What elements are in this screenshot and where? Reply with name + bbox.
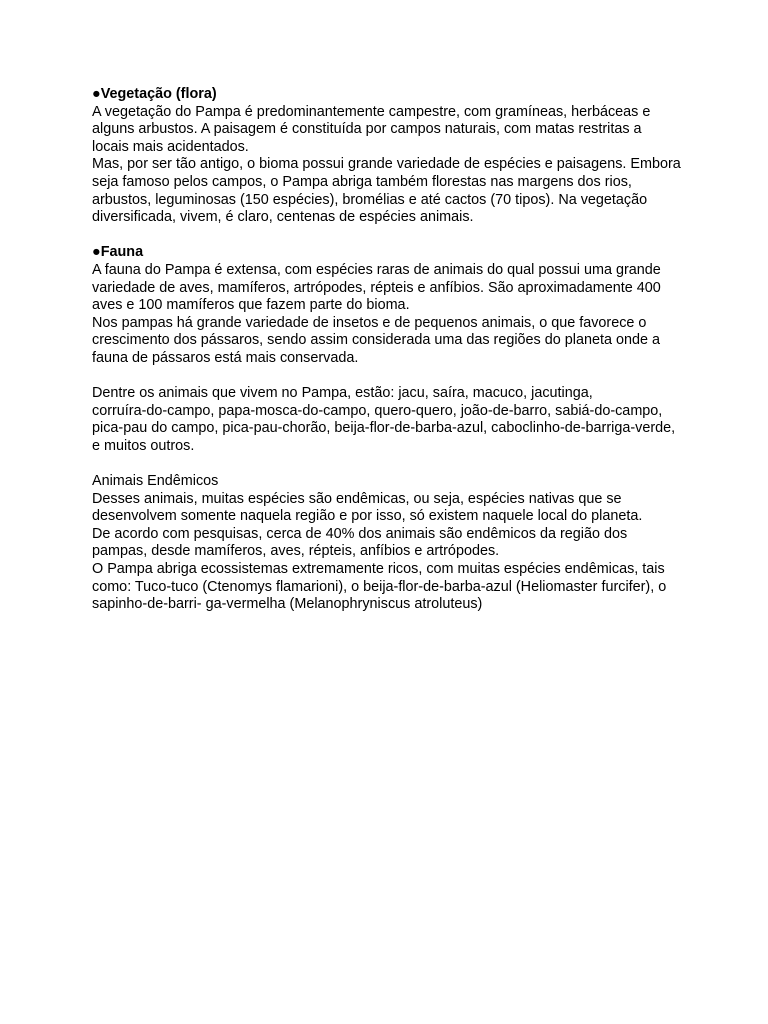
document-page bbox=[92, 86, 682, 614]
paragraph-animais-lista: Dentre os animais que vivem no Pampa, estão: jacu, saíra, macuco, jacutinga, corruíra-do-campo, papa-mosca-do-campo, quero-quero, joão-de-barro, sabiá-do-campo, pica-pau do campo, pica-pau-chorão, beija-flor-de-barba-azul, caboclinho-de-barriga-verde, e muitos outros. bbox=[92, 385, 676, 454]
blank-line bbox=[92, 368, 682, 386]
paragraph-endemicos-1: Desses animais, muitas espécies são endêmicas, ou seja, espécies nativas que se desenvolvem somente naquela região e por isso, só existem naquele local do planeta. bbox=[92, 490, 643, 525]
paragraph-endemicos-2: De acordo com pesquisas, cerca de 40% dos animais são endêmicos da região dos pampas, desde mamíferos, aves, répteis, anfíbios e artrópodes. bbox=[92, 525, 628, 560]
paragraph-fauna-1: A fauna do Pampa é extensa, com espécies raras de animais do qual possui uma grande variedade de aves, mamíferos, artrópodes, répteis e anfíbios. São aproximadamente 400 aves e 100 mamíferos que fazem parte do bioma. bbox=[92, 261, 661, 314]
section-heading-endemicos: Animais Endêmicos bbox=[92, 473, 219, 490]
blank-line bbox=[92, 227, 682, 245]
paragraph-vegetacao-1: A vegetação do Pampa é predominantemente campestre, com gramíneas, herbáceas e alguns arbustos. A paisagem é constituída por campos naturais, com matas restritas a locais mais acidentados. bbox=[92, 103, 651, 155]
paragraph-endemicos-3: O Pampa abriga ecossistemas extremamente ricos, com muitas espécies endêmicas, tais como: Tuco-tuco (Ctenomys flamarioni), o beija-flor-de-barba-azul (Heliomaster furcifer), o sapinho-de-barri- ga-vermelha (Melanophryniscus atroluteus) bbox=[92, 561, 667, 613]
blank-line bbox=[92, 455, 682, 473]
section-heading-fauna: ●Fauna bbox=[92, 244, 144, 261]
paragraph-fauna-2: Nos pampas há grande variedade de insetos e de pequenos animais, o que favorece o crescimento dos pássaros, sendo assim considerada uma das regiões do planeta onde a fauna de pássaros está mais conservada. bbox=[92, 314, 660, 366]
section-heading-vegetacao: ●Vegetação (flora) bbox=[92, 86, 217, 102]
paragraph-vegetacao-2: Mas, por ser tão antigo, o bioma possui grande variedade de espécies e paisagens. Embora seja famoso pelos campos, o Pampa abriga também florestas nas margens dos rios, arbustos, leguminosas (150 espécies), bromélias e até cactos (70 tipos). Na vegetação diversificada, vivem, é claro, centenas de espécies animais. bbox=[92, 156, 681, 226]
